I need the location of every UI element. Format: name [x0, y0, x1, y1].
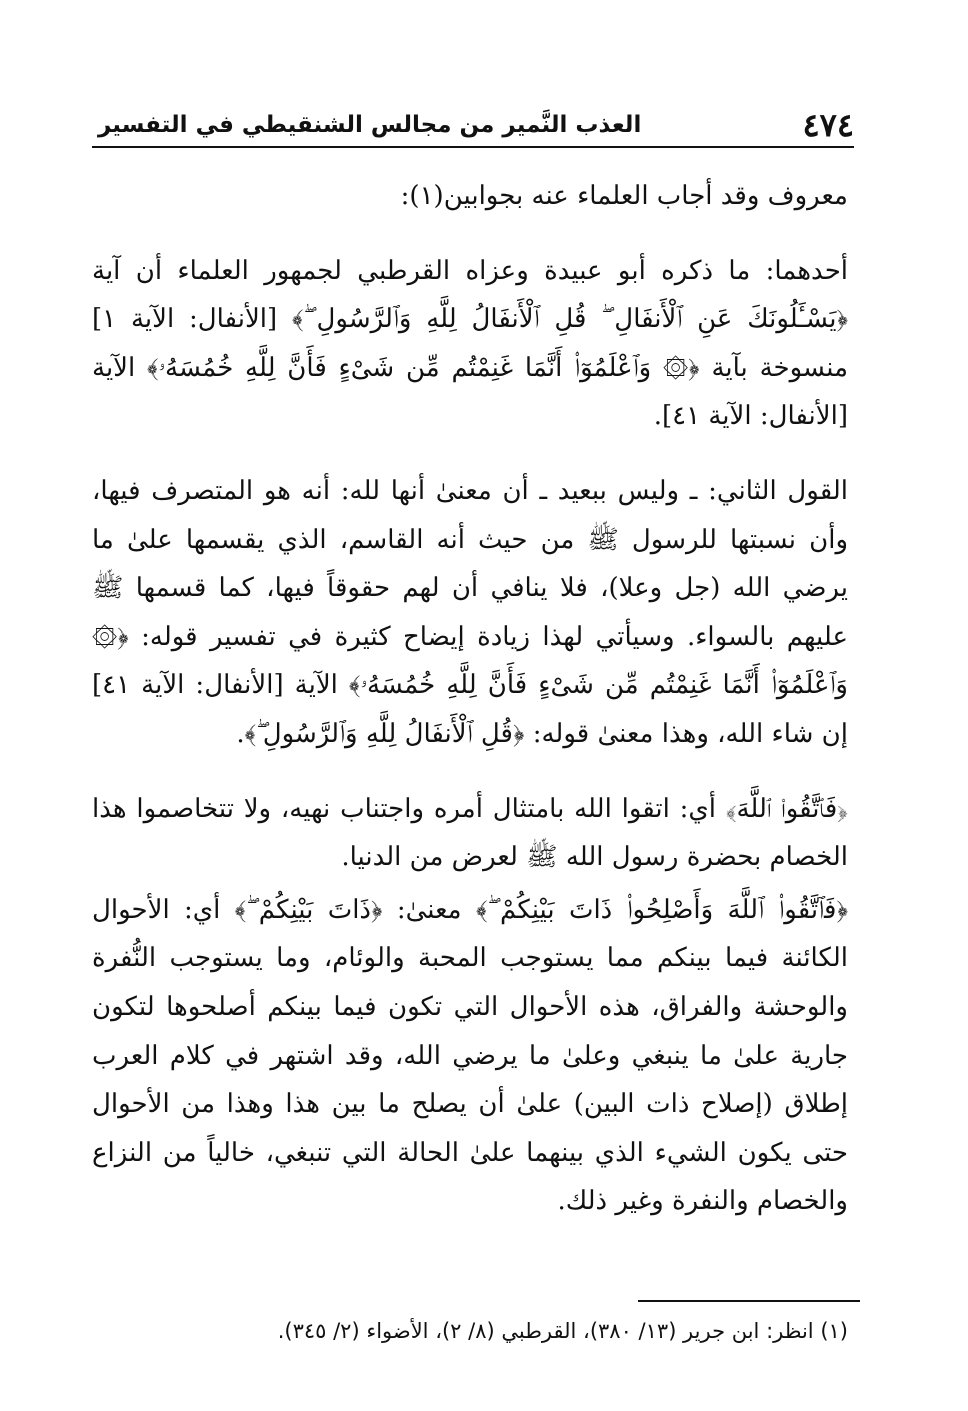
footnote-separator: [638, 1300, 860, 1302]
paragraph-4: ﴿فَٱتَّقُوا۟ ٱللَّهَ﴾ أي: اتقوا الله بامتثال أمره واجتناب نهيه، ولا تتخاصموا هذا الخصام بحضرة رسول الله ﷺ لعرض من الدنيا.: [92, 793, 848, 873]
paragraph-2: أحدهما: ما ذكره أبو عبيدة وعزاه القرطبي لجمهور العلماء أن آية ﴿يَسْـَٔلُونَكَ عَنِ ٱلْأَنفَالِ ۖ قُلِ ٱلْأَنفَالُ لِلَّهِ وَٱلرَّسُولِ ۖ﴾ [الأنفال: الآية ١] منسوخة بآية ﴿۞ وَٱعْلَمُوٓا۟ أَنَّمَا غَنِمْتُم مِّن شَىْءٍ فَأَنَّ لِلَّهِ خُمُسَهُۥ﴾ الآية [الأنفال: الآية ٤١].: [92, 255, 848, 432]
paragraph-3: القول الثاني: ـ وليس ببعيد ـ أن معنىٰ أنها لله: أنه هو المتصرف فيها، وأن نسبتها للرسول ﷺ من حيث أنه القاسم، الذي يقسمها علىٰ ما يرضي الله (جل وعلا)، فلا ينافي أن لهم حقوقاً فيها، كما قسمها ﷺ عليهم بالسواء. وسيأتي لهذا زيادة إيضاح كثيرة في تفسير قوله: ﴿۞ وَٱعْلَمُوٓا۟ أَنَّمَا غَنِمْتُم مِّن شَىْءٍ فَأَنَّ لِلَّهِ خُمُسَهُۥ﴾ الآية [الأنفال: الآية ٤١] إن شاء الله، وهذا معنىٰ قوله: ﴿قُلِ ٱلْأَنفَالُ لِلَّهِ وَٱلرَّسُولِ ۖ﴾.: [92, 475, 848, 749]
page-number: ٤٧٤: [802, 106, 854, 144]
paragraph-5: ﴿فَٱتَّقُوا۟ ٱللَّهَ وَأَصْلِحُوا۟ ذَاتَ بَيْنِكُمْ ۖ﴾ معنىٰ: ﴿ذَاتَ بَيْنِكُمْ ۖ﴾ أي: الأحوال الكائنة فيما بينكم مما يستوجب المحبة والوئام، وما يستوجب النُّفرة والوحشة والفراق، هذه الأحوال التي تكون فيما بينكم أصلحوها لتكون جارية علىٰ ما ينبغي وعلىٰ ما يرضي الله، وقد اشتهر في كلام العرب إطلاق (إصلاح ذات البين) علىٰ أن يصلح ما بين هذا وهذا من الأحوال حتى يكون الشيء الذي بينهما علىٰ الحالة التي تنبغي، خالياً من النزاع والخصام والنفرة وغير ذلك.: [92, 894, 848, 1217]
main-text: [92, 172, 848, 1226]
paragraph-1: معروف وقد أجاب العلماء عنه بجوابين(١):: [400, 181, 848, 211]
footnote: (١) انظر: ابن جرير (١٣/ ٣٨٠)، القرطبي (٨/ ٢)، الأضواء (٢/ ٣٤٥).: [277, 1319, 848, 1343]
running-title: العذب النَّمير من مجالس الشنقيطي في التفسير: [98, 112, 642, 138]
page-header: [92, 102, 854, 148]
